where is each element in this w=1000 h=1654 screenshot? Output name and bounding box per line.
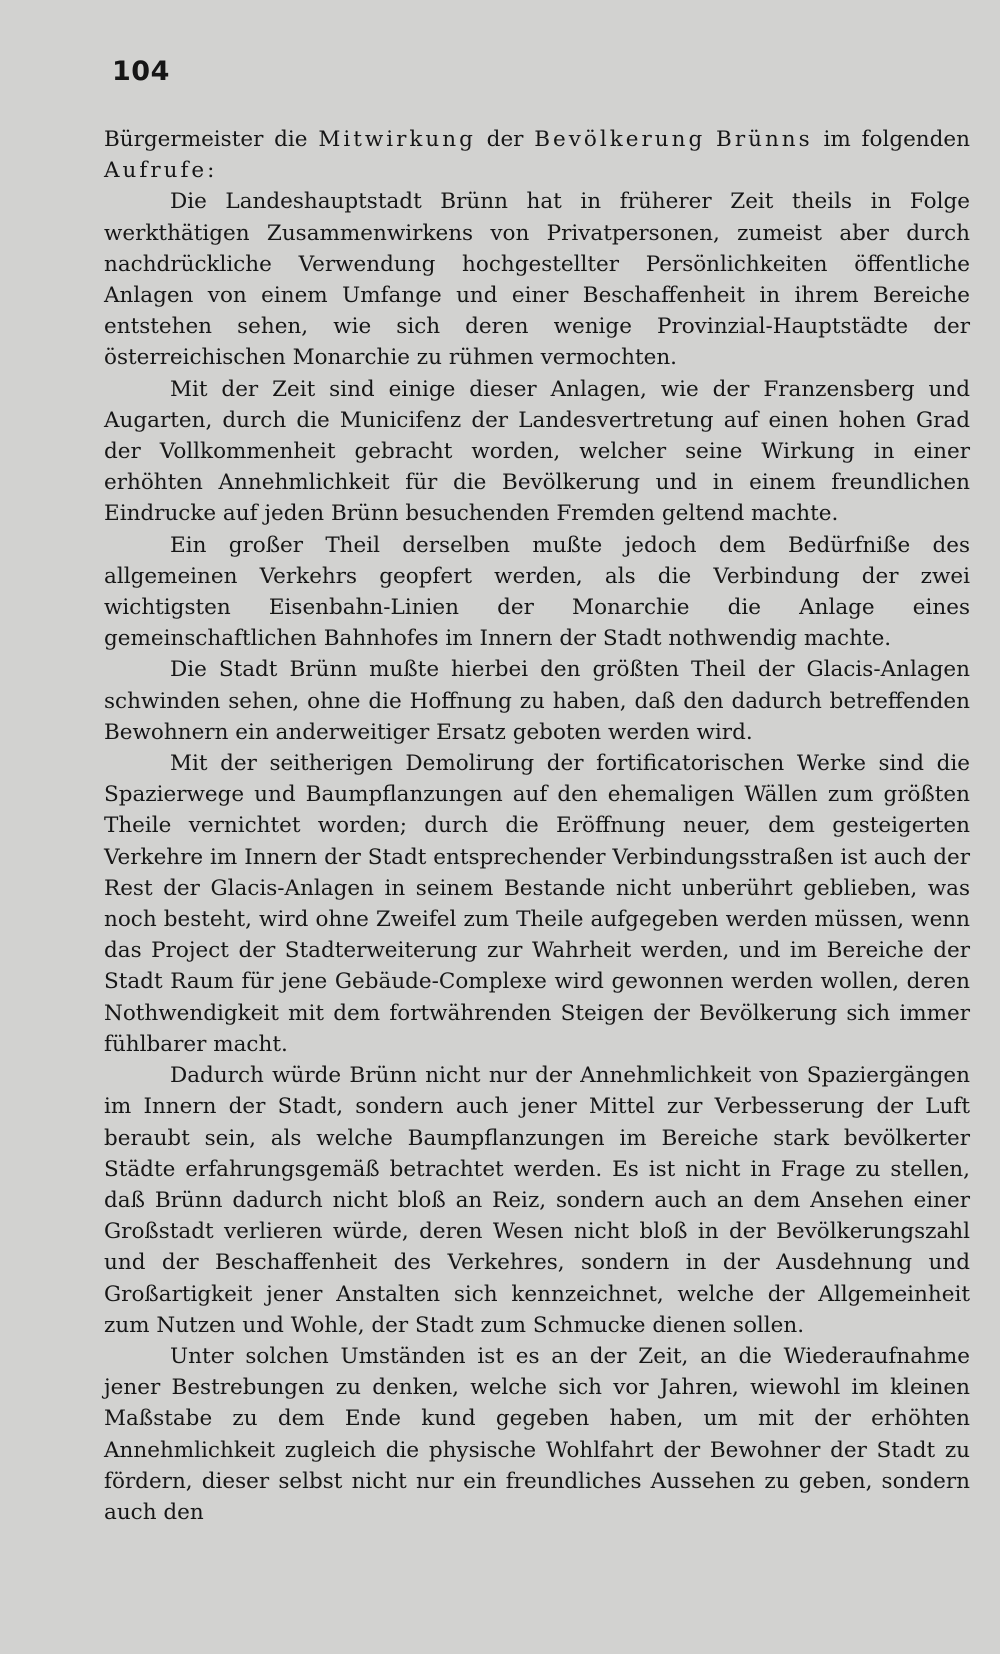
opening-text-after: im folgenden [812,127,970,152]
emphasis-aufrufe: Aufrufe: [104,158,218,184]
paragraph-7: Unter solchen Umständen ist es an der Zeit, an die Wiederaufnahme jener Bestrebungen zu denken, welche sich vor Jahren, wiewohl im kleinen Maßstabe zu dem Ende kund gegeben haben, um mit der erhöhten Annehmlichkeit zugleich die physische Wohlfahrt der Bewohner der Stadt zu fördern, dieser selbst nicht nur ein freundliches Aussehen zu geben, sondern auch den [104,1343,970,1525]
paragraph-2: Mit der Zeit sind einige dieser Anlagen, wie der Franzensberg und Augarten, durch die Municifenz der Landesvertretung auf einen hohen Grad der Vollkommenheit gebracht worden, welcher seine Wirkung in einer erhöhten Annehmlichkeit für die Bevölkerung und in einem freundlichen Eindrucke auf jeden Brünn besuchenden Fremden geltend machte. [104,376,970,527]
paragraph-6: Dadurch würde Brünn nicht nur der Annehmlichkeit von Spaziergängen im Innern der Stadt, sondern auch jener Mittel zur Verbesserung der Luft beraubt sein, als welche Baumpflanzungen im Bereiche stark bevölkerter Städte erfahrungsgemäß betrachtet werden. Es ist nicht in Frage zu stellen, daß Brünn dadurch nicht bloß an Reiz, sondern auch an dem Ansehen einer Großstadt verlieren würde, deren Wesen nicht bloß in der Bevölkerungszahl und der Beschaffenheit des Verkehres, sondern in der Ausdehnung und Großartigkeit jener Anstalten sich kennzeichnet, welche der Allgemeinheit zum Nutzen und Wohle, der Stadt zum Schmucke dienen sollen. [104,1063,970,1338]
opening-text-middle: der [475,127,535,152]
paragraph-4: Die Stadt Brünn mußte hierbei den größten Theil der Glacis-Anlagen schwinden sehen, ohne die Hoffnung zu haben, daß den dadurch betreffenden Bewohnern ein anderweitiger Ersatz geboten werden wird. [104,657,970,745]
body-text [104,124,970,1528]
emphasis-mitwirkung: Mitwirkung [318,127,476,152]
page-number: 104 [112,56,170,87]
opening-paragraph [104,124,970,186]
opening-text-middle-2 [705,127,716,152]
opening-text-before: Bürgermeister die [104,127,319,152]
emphasis-bevoelkerung: Bevölkerung [534,127,706,152]
paragraph-3: Ein großer Theil derselben mußte jedoch dem Bedürfniße des allgemeinen Verkehrs geopfert werden, als die Verbindung der zwei wichtigsten Eisenbahn-Linien der Monarchie die Anlage eines gemeinschaftlichen Bahnhofes im Innern der Stadt nothwendig machte. [104,532,970,652]
paragraph-1: Die Landeshauptstadt Brünn hat in früherer Zeit theils in Folge werkthätigen Zusammenwirkens von Privatpersonen, zumeist aber durch nachdrückliche Verwendung hochgestellter Persönlichkeiten öffentliche Anlagen von einem Umfange und einer Beschaffenheit in ihrem Bereiche entstehen sehen, wie sich deren wenige Provinzial-Hauptstädte der österreichischen Monarchie zu rühmen vermochten. [104,189,970,371]
emphasis-bruenns: Brünns [716,127,813,152]
paragraph-5: Mit der seitherigen Demolirung der fortificatorischen Werke sind die Spazierwege und Baumpflanzungen auf den ehemaligen Wällen zum größten Theile vernichtet worden; durch die Eröffnung neuer, dem gesteigerten Verkehre im Innern der Stadt entsprechender Verbindungsstraßen ist auch der Rest der Glacis-Anlagen in seinem Bestande nicht unberührt geblieben, was noch besteht, wird ohne Zweifel zum Theile aufgegeben werden müssen, wenn das Project der Stadterweiterung zur Wahrheit werden, und im Bereiche der Stadt Raum für jene Gebäude-Complexe wird gewonnen werden wollen, deren Nothwendigkeit mit dem fortwährenden Steigen der Bevölkerung sich immer fühlbarer macht. [104,751,970,1057]
